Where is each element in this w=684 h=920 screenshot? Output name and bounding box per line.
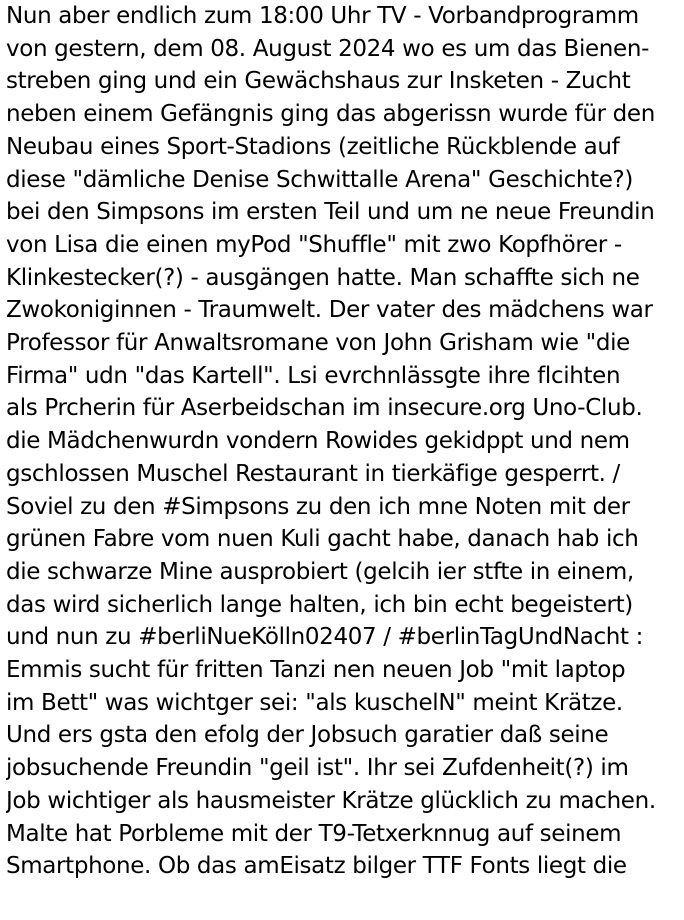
text-line: gschlossen Muschel Restaurant in tierkäfige gesperrt. / [6,460,620,487]
text-line: als Prcherin für Aserbeidschan im insecure.org Uno-Club. [6,395,643,422]
text-line: grünen Fabre vom nuen Kuli gacht habe, danach hab ich [6,526,639,553]
text-line: das wird sicherlich lange halten, ich bin echt begeistert) [6,591,633,618]
text-line: Firma" udn "das Kartell". Lsi evrchnlässgte ihre flcihten [6,362,621,389]
text-line: die schwarze Mine ausprobiert (gelcih ier stfte in einem, [6,558,634,585]
text-line: Job wichtiger als hausmeister Krätze glücklich zu machen. [6,787,656,814]
text-line: Soviel zu den #Simpsons zu den ich mne Noten mit der [6,493,630,520]
text-line: Zwokoniginnen - Traumwelt. Der vater des mädchens war [6,297,653,324]
text-line: von Lisa die einen myPod "Shuffle" mit zwo Kopfhörer - [6,231,622,258]
text-line: Professor für Anwaltsromane von John Grisham wie "die [6,330,630,357]
text-line: Klinkestecker(?) - ausgängen hatte. Man schaffte sich ne [6,264,640,291]
text-line: Neubau eines Sport-Stadions (zeitliche Rückblende auf [6,133,620,160]
text-line: bei den Simpsons im ersten Teil und um ne neue Freundin [6,199,655,226]
text-line: von gestern, dem 08. August 2024 wo es um das Bienen- [6,35,650,62]
text-line: Nun aber endlich zum 18:00 Uhr TV - Vorbandprogramm [6,3,639,29]
text-line: die Mädchenwurdn vondern Rowides gekidppt und nem [6,428,630,455]
text-line: Smartphone. Ob das amEisatz bilger TTF Fonts liegt die [6,853,627,880]
text-line: im Bett" was wichtger sei: "als kuschelN" meint Krätze. [6,689,623,716]
text-line: diese "dämliche Denise Schwittalle Arena" Geschichte?) [6,166,634,193]
text-line: Und ers gsta den efolg der Jobsuch garatier daß seine [6,722,609,749]
text-line: Malte hat Porbleme mit der T9-Tetxerknnug auf seinem [6,820,622,847]
text-line: jobsuchende Freundin "geil ist". Ihr sei Zufdenheit(?) im [6,755,629,782]
text-line: und nun zu #berliNueKölln02407 / #berlinTagUndNacht : [6,624,643,651]
text-line: streben ging und ein Gewächshaus zur Insketen - Zucht [6,68,631,95]
text-line: neben einem Gefängnis ging das abgerissn wurde für den [6,101,655,128]
document-text [6,0,682,920]
text-line: Emmis sucht für fritten Tanzi nen neuen Job "mit laptop [6,657,626,684]
